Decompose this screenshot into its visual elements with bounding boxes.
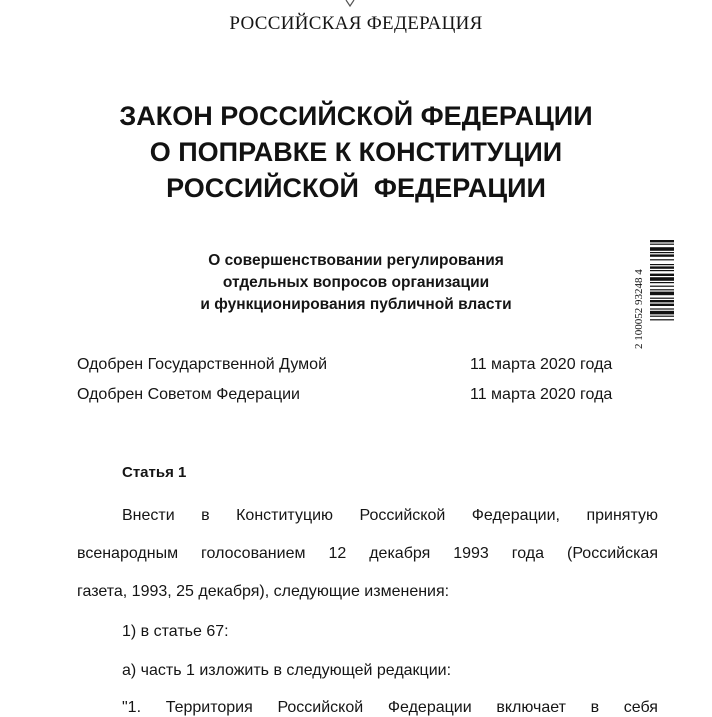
word: включает: [496, 699, 566, 716]
barcode-bar: [650, 304, 674, 306]
barcode-bar: [650, 264, 674, 265]
subtitle-line: О совершенствовании регулирования: [208, 252, 504, 269]
barcode-bar: [650, 282, 674, 283]
barcode-bar: [650, 270, 674, 271]
law-subtitle: [0, 250, 712, 316]
word: принятую: [586, 507, 658, 524]
barcode-bar: [650, 244, 674, 245]
barcode-bar: [650, 289, 674, 290]
barcode-bar: [650, 292, 674, 296]
word: 12: [328, 545, 347, 562]
law-title-line: ЗАКОН РОССИЙСКОЙ ФЕДЕРАЦИИ: [119, 101, 593, 131]
article-line: а) часть 1 изложить в следующей редакции:: [122, 662, 452, 679]
word: года: [511, 545, 545, 562]
barcode-bar: [650, 247, 674, 251]
barcode-bars: [650, 240, 674, 320]
approval-date: 11 марта 2020 года: [470, 386, 613, 403]
barcode-bar: [650, 259, 674, 260]
law-title-line: О ПОПРАВКЕ К КОНСТИТУЦИИ: [149, 137, 563, 167]
word: всенародным: [77, 545, 179, 562]
subtitle-line: отдельных вопросов организации: [222, 274, 490, 291]
word: в: [201, 507, 210, 524]
emblem-fragment: [343, 0, 357, 8]
word: Российской: [277, 699, 364, 716]
barcode-number: 2 100052 93248 4: [633, 269, 645, 349]
word: декабря: [369, 545, 431, 562]
barcode: [633, 238, 676, 350]
approval-date: 11 марта 2020 года: [470, 356, 613, 373]
barcode-bar: [650, 319, 674, 320]
law-title-line: РОССИЙСКОЙ ФЕДЕРАЦИИ: [166, 173, 546, 203]
article-line: [122, 699, 658, 717]
word: "1.: [122, 699, 142, 716]
barcode-bar: [650, 311, 674, 315]
barcode-bar: [650, 277, 674, 281]
article-line: газета, 1993, 25 декабря), следующие изменения:: [77, 583, 450, 600]
word: 1993: [453, 545, 489, 562]
word: голосованием: [201, 545, 306, 562]
article-line: 1) в статье 67:: [122, 623, 229, 640]
word: Конституцию: [236, 507, 334, 524]
word: в: [590, 699, 600, 716]
barcode-bar: [650, 274, 674, 276]
approval-label: Одобрен Государственной Думой: [77, 356, 328, 373]
word: (Российская: [567, 545, 658, 562]
word: Внести: [122, 507, 175, 524]
country-header: РОССИЙСКАЯ ФЕДЕРАЦИЯ: [229, 13, 483, 34]
approval-label: Одобрен Советом Федерации: [77, 386, 300, 403]
barcode-bar: [650, 308, 674, 309]
word: Федерации: [387, 699, 472, 716]
barcode-bar: [650, 240, 674, 242]
word: Федерации,: [471, 507, 560, 524]
barcode-bar: [650, 300, 674, 302]
barcode-bar: [650, 298, 674, 299]
word: Территория: [165, 699, 253, 716]
barcode-bar: [650, 254, 674, 256]
subtitle-line: и функционирования публичной власти: [200, 296, 512, 313]
article-line: [77, 545, 658, 563]
barcode-bar: [650, 316, 674, 317]
approval-duma: [77, 356, 637, 374]
word: себя: [623, 699, 658, 716]
approval-federation-council: [77, 386, 637, 404]
law-title: [0, 98, 712, 206]
article-line: [122, 507, 658, 525]
word: Российской: [359, 507, 446, 524]
barcode-bar: [650, 266, 674, 268]
barcode-bar: [650, 252, 674, 253]
article-heading: Статья 1: [122, 464, 187, 481]
barcode-bar: [650, 286, 674, 287]
